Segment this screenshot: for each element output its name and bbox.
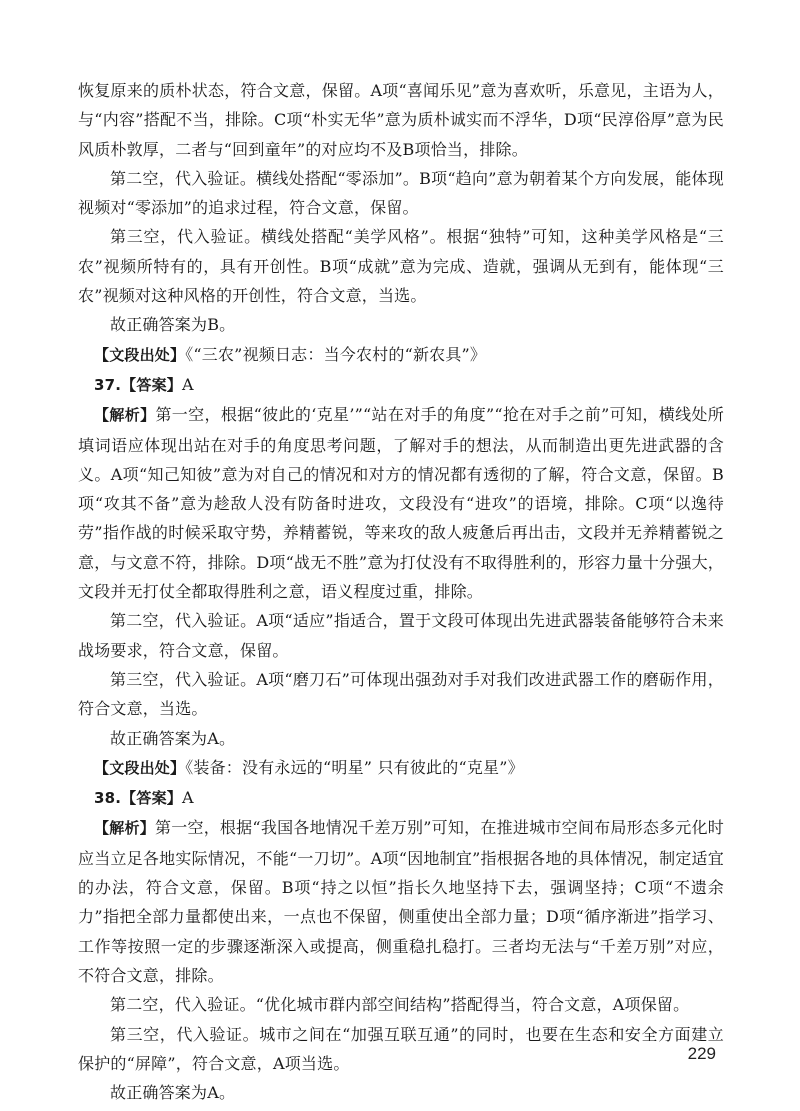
analysis-paragraph (78, 813, 724, 990)
answer-tag: 38.【答案】 (94, 789, 182, 808)
page-number: 229 (687, 1044, 716, 1063)
paragraph-text: 故正确答案为A。 (110, 1083, 236, 1103)
paragraph (78, 164, 724, 223)
paragraph (78, 1020, 724, 1079)
answer-tag: 37.【答案】 (94, 375, 182, 394)
paragraph (78, 1078, 724, 1107)
paragraph (78, 310, 724, 339)
paragraph-text: 第三空，代入验证。横线处搭配“美学风格”。根据“独特”可知，这种美学风格是“三农”视频所特有的，具有开创性。B项“成就”意为完成、造就，强调从无到有，能体现“三农”视频对这种风格的开创性，符合文意，当选。 (78, 227, 724, 306)
page-body (78, 76, 724, 1107)
paragraph (78, 990, 724, 1019)
source-tag: 【文段出处】 (94, 345, 186, 364)
paragraph-text: 第三空，代入验证。A项“磨刀石”可体现出强劲对手对我们改进武器工作的磨砺作用，符合文意，当选。 (78, 669, 724, 719)
source-tag: 【文段出处】 (94, 758, 186, 777)
answer-text: A (181, 374, 194, 394)
answer-text: A (181, 788, 194, 808)
paragraph (78, 724, 724, 753)
source-text: 《“三农”视频日志：当今农村的“新农具”》 (185, 344, 487, 364)
analysis-tag: 【解析】 (94, 819, 155, 838)
paragraph-text: 恢复原来的质朴状态，符合文意，保留。A项“喜闻乐见”意为喜欢听，乐意见，主语为人，与“内容”搭配不当，排除。C项“朴实无华”意为质朴诚实而不浮华，D项“民淳俗厚”意为民风质朴敦厚，二者与“回到童年”的对应均不及B项恰当，排除。 (78, 81, 724, 159)
source-line (78, 340, 724, 370)
source-line (78, 753, 724, 783)
analysis-tag: 【解析】 (94, 406, 156, 425)
paragraph (78, 665, 724, 724)
paragraph-text: 第二空，代入验证。“优化城市群内部空间结构”搭配得当，符合文意，A项保留。 (110, 995, 690, 1015)
paragraph-text: 故正确答案为A。 (110, 728, 236, 748)
paragraph-text: 第二空，代入验证。横线处搭配“零添加”。B项“趋向”意为朝着某个方向发展，能体现视频对“零添加”的追求过程，符合文意，保留。 (78, 168, 724, 218)
paragraph-text: 第三空，代入验证。城市之间在“加强互联互通”的同时，也要在生态和安全方面建立保护的“屏障”，符合文意，A项当选。 (78, 1024, 724, 1073)
paragraph-continued (78, 76, 724, 164)
source-text: 《装备：没有永远的“明星” 只有彼此的“克星”》 (185, 757, 524, 777)
answer-line (78, 783, 724, 813)
answer-line (78, 370, 724, 400)
paragraph (78, 606, 724, 665)
paragraph-text: 第二空，代入验证。A项“适应”指适合，置于文段可体现出先进武器装备能够符合未来战场要求，符合文意，保留。 (78, 611, 724, 660)
analysis-text: 第一空，根据“彼此的‘克星’”“站在对手的角度”“抢在对手之前”可知，横线处所填词语应体现出站在对手的角度思考问题，了解对手的想法，从而制造出更先进武器的含义。A项“知己知彼”意为对自己的情况和对方的情况都有透彻的了解，符合文意，保留。B项“攻其不备”意为趁敌人没有防备时进攻，文段没有“进攻”的语境，排除。C项“以逸待劳”指作战的时候采取守势，养精蓄锐，等来攻的敌人疲惫后再出击，文段并无养精蓄锐之意，与文意不符，排除。D项“战无不胜”意为打仗没有不取得胜利的，形容力量十分强大，文段并无打仗全都取得胜利之意，语义程度过重，排除。 (78, 405, 724, 602)
analysis-text: 第一空，根据“我国各地情况千差万别”可知，在推进城市空间布局形态多元化时应当立足各地实际情况，不能“一刀切”。A项“因地制宜”指根据各地的具体情况，制定适宜的办法，符合文意，保留。B项“持之以恒”指长久地坚持下去，强调坚持；C项“不遗余力”指把全部力量都使出来，一点也不保留，侧重使出全部力量；D项“循序渐进”指学习、工作等按照一定的步骤逐渐深入或提高，侧重稳扎稳打。三者均无法与“千差万别”对应，不符合文意，排除。 (78, 818, 724, 985)
paragraph-text: 故正确答案为B。 (110, 315, 236, 335)
analysis-paragraph (78, 400, 724, 606)
paragraph (78, 222, 724, 310)
